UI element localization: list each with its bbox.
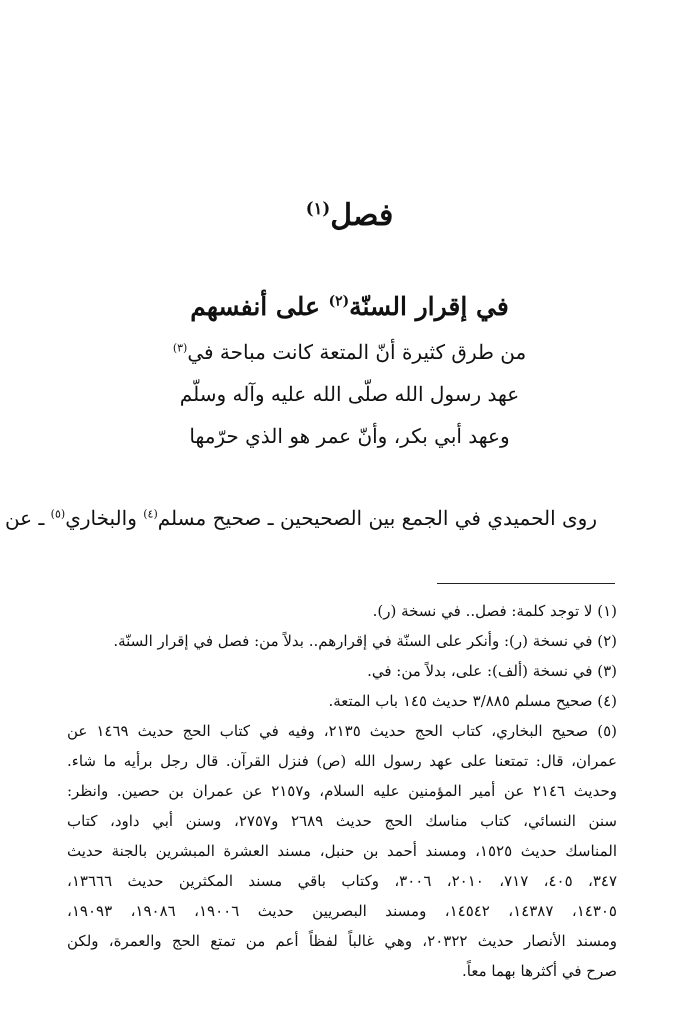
footnote-marker-1: (١) xyxy=(305,199,331,218)
footnote-5-line: ١٤٣٠٥، ١٤٣٨٧، ١٤٥٤٢، ومسند البصريين حديث ١٩٠٠٦، ١٩٠٨٦، ١٩٠٩٣، xyxy=(67,902,617,920)
footnote-1: (١) لا توجد كلمة: فصل.. في نسخة (ر). xyxy=(372,602,617,620)
body-text-after: ـ عن xyxy=(4,506,51,530)
footnote-separator xyxy=(437,583,615,584)
section-subtitle-line-3: وعهد أبي بكر، وأنّ عمر هو الذي حرّمها xyxy=(189,424,510,448)
footnote-5-line: المناسك حديث ١٥٢٥، ومسند أحمد بن حنبل، مسند العشرة المبشرين بالجنة حديث xyxy=(67,842,617,860)
chapter-title xyxy=(0,198,699,233)
section-subtitle-line-2: عهد رسول الله صلّى الله عليه وآله وسلّم xyxy=(179,382,520,406)
section-heading-before: في إقرار السنّة xyxy=(349,292,509,321)
footnote-4: (٤) صحيح مسلم ٣/٨٨٥ حديث ١٤٥ باب المتعة. xyxy=(328,692,617,710)
footnotes xyxy=(67,596,617,986)
section-subtitle-line-1 xyxy=(0,340,699,364)
section-heading-after: على أنفسهم xyxy=(190,292,329,321)
chapter-title-text: فصل xyxy=(330,198,394,233)
footnote-5-line: ومسند الأنصار حديث ٢٠٣٢٢، وهي غالباً لفظاً أعم من تمتع الحج والعمرة، ولكن xyxy=(67,932,617,950)
footnote-5-line: صرح في أكثرها بهما معاً. xyxy=(462,962,617,980)
footnote-marker-4: (٤) xyxy=(143,507,158,521)
footnote-5-line: سنن النسائي، كتاب مناسك الحج حديث ٢٦٨٩ و٢٧٥٧، وسنن أبي داود، كتاب xyxy=(67,812,617,830)
body-text-before: روى الحميدي في الجمع بين الصحيحين ـ صحيح مسلم xyxy=(157,506,597,530)
footnote-marker-2: (٢) xyxy=(328,293,350,310)
footnote-5-line: (٥) صحيح البخاري، كتاب الحج حديث ٢١٣٥، وفيه في كتاب الحج حديث ١٤٦٩ عن xyxy=(67,722,617,740)
body-text-middle: والبخاري xyxy=(65,506,144,530)
section-heading xyxy=(0,292,699,321)
footnote-marker-3: (٣) xyxy=(172,341,188,355)
footnote-5-line: ٣٤٧، ٤٠٥، ٧١٧، ٢٠١٠، ٣٠٠٦، وكتاب باقي مسند المكثرين حديث ١٣٦٦٦، xyxy=(67,872,618,890)
footnote-3: (٣) في نسخة (ألف): على، بدلاً من: في. xyxy=(367,662,617,680)
body-paragraph xyxy=(4,506,597,530)
subtitle-line-1-text: من طرق كثيرة أنّ المتعة كانت مباحة في xyxy=(187,340,527,364)
footnote-5-line: عمران، قال: تمتعنا على عهد رسول الله (ص) فنزل القرآن. قال رجل برأيه ما شاء. xyxy=(67,752,617,770)
footnote-5-line: وحديث ٢١٤٦ عن أمير المؤمنين عليه السلام، و٢١٥٧ عن عمران بن حصين. وانظر: xyxy=(67,782,618,800)
footnote-marker-5: (٥) xyxy=(50,507,66,521)
footnote-2: (٢) في نسخة (ر): وأنكر على السنّة في إقرارهم.. بدلاً من: فصل في إقرار السنّة. xyxy=(113,632,617,650)
